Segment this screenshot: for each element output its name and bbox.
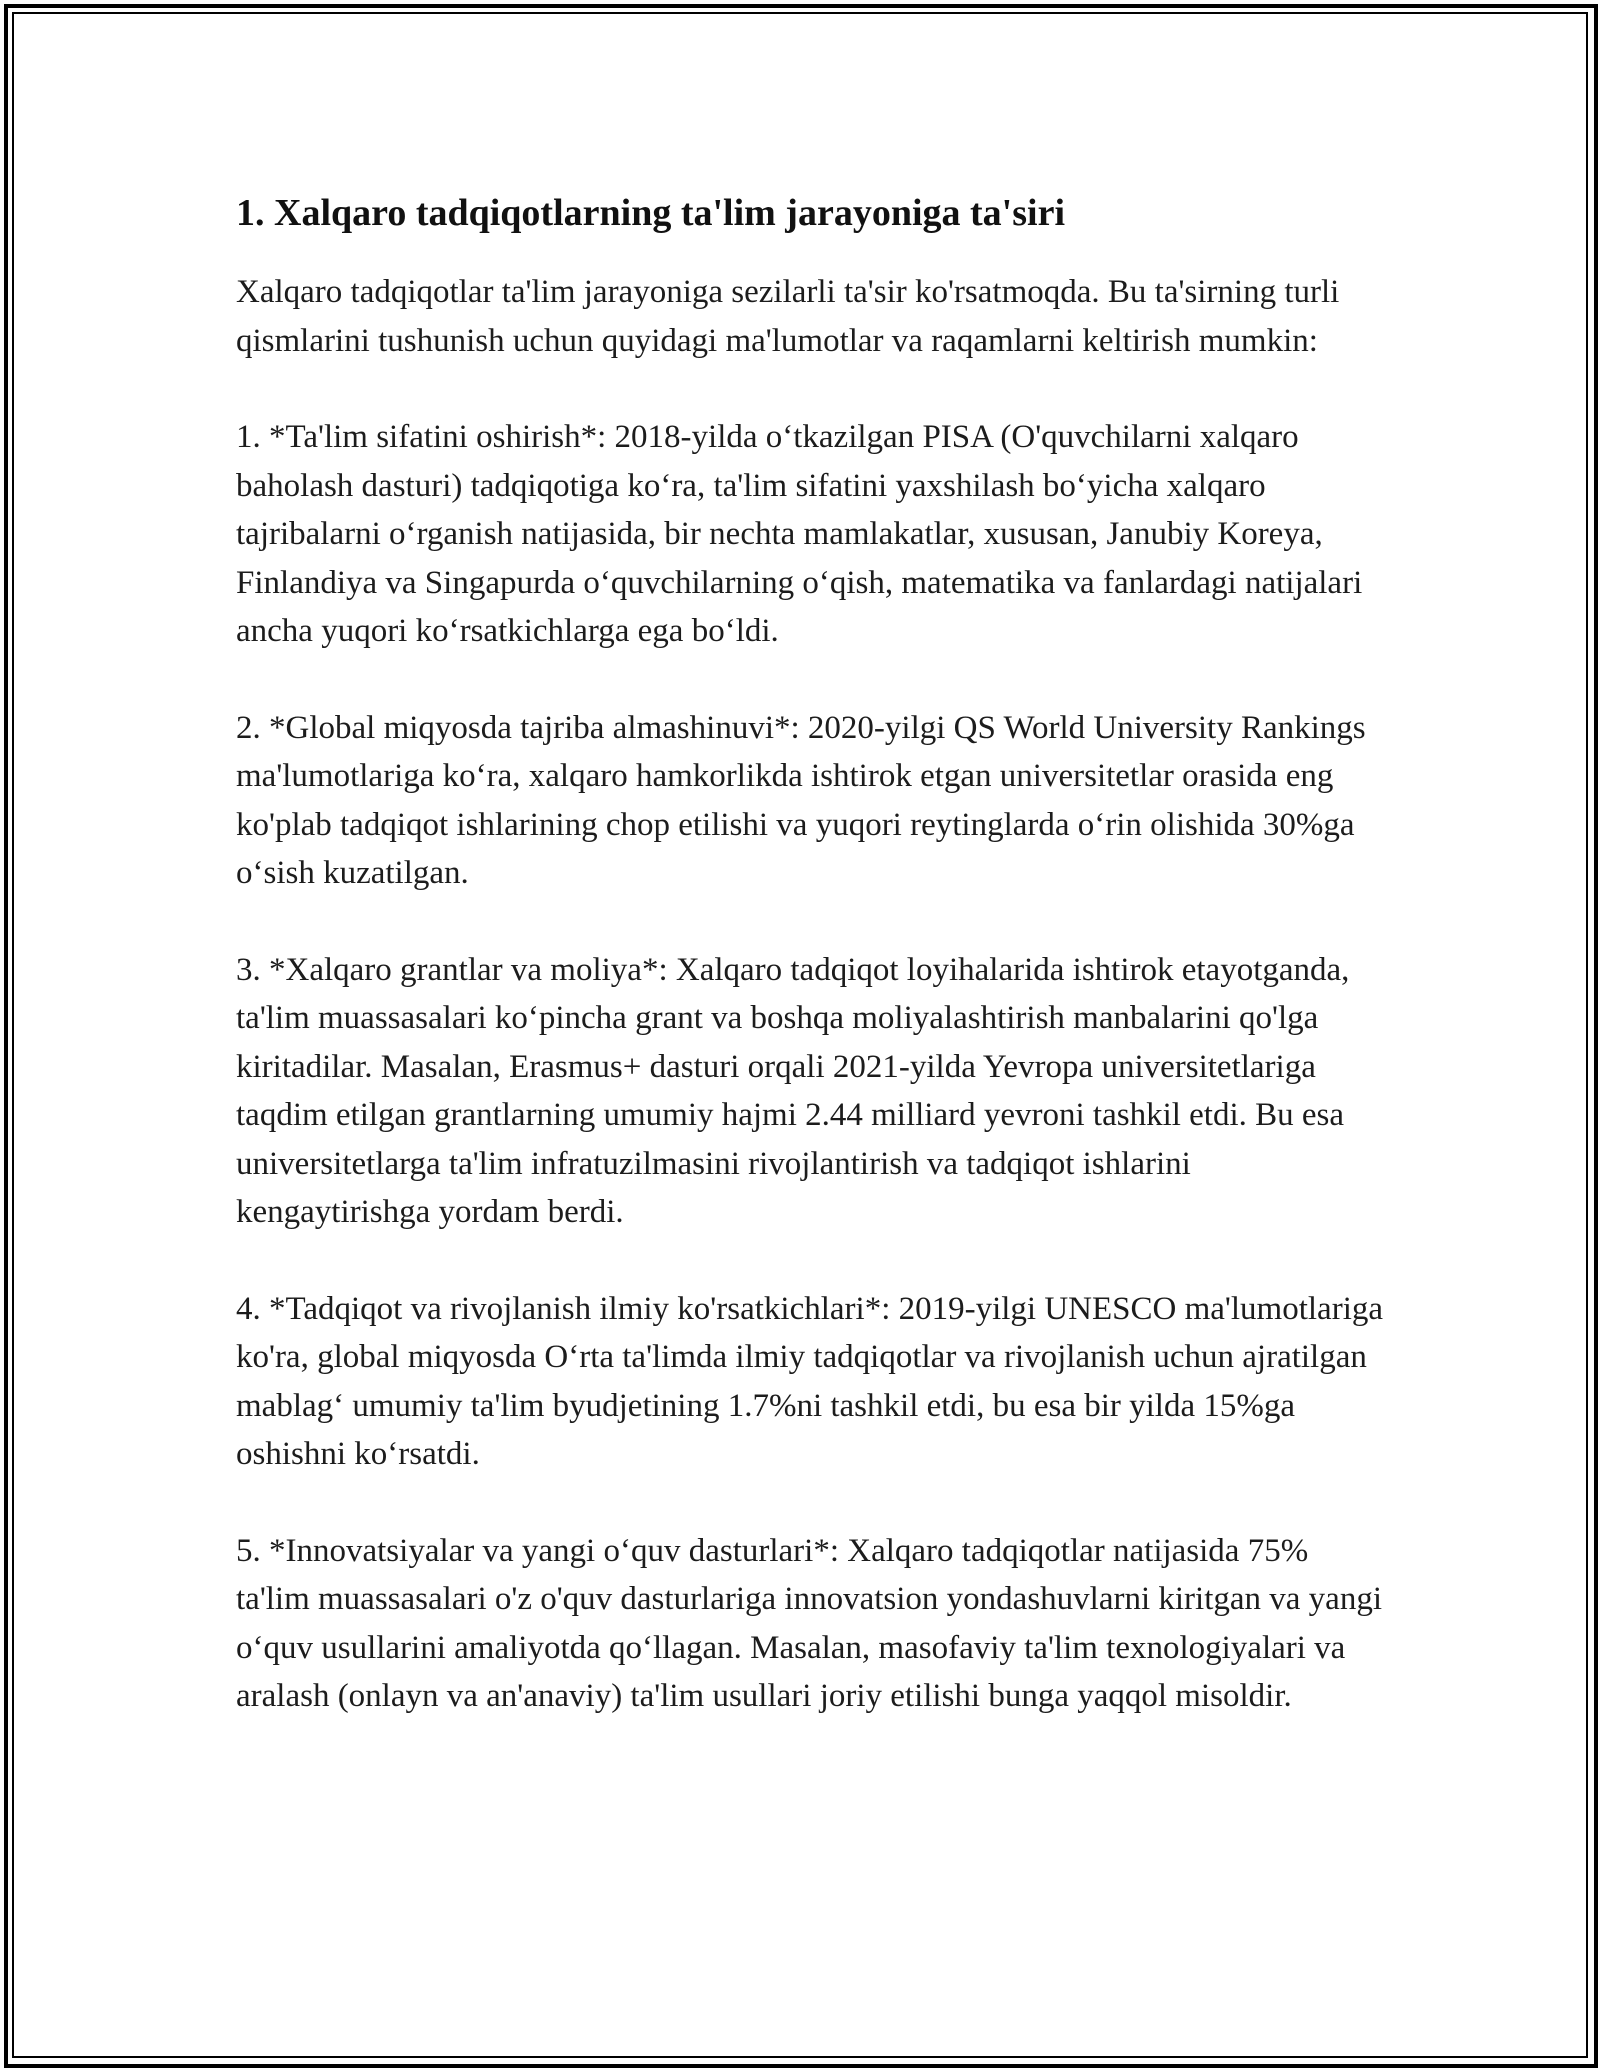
list-item-4: 4. *Tadqiqot va rivojlanish ilmiy ko'rsatkichlari*: 2019-yilgi UNESCO ma'lumotlariga ko'ra, global miqyosda O‘rta ta'limda ilmiy tadqiqotlar va rivojlanish uchun ajratilgan mablag‘ umumiy ta'lim byudjetining 1.7%ni tashkil etdi, bu esa bir yilda 15%ga oshishni ko‘rsatdi. — [236, 1290, 1384, 1472]
document-body — [236, 188, 1386, 1769]
list-item-3: 3. *Xalqaro grantlar va moliya*: Xalqaro tadqiqot loyihalarida ishtirok etayotganda, ta'lim muassasalari ko‘pincha grant va boshqa moliyalashtirish manbalarini qo'lga kiritadilar. Masalan, Erasmus+ dasturi orqali 2021-yilda Yevropa universitetlariga taqdim etilgan grantlarning umumiy hajmi 2.44 milliard yevroni tashkil etdi. Bu esa universitetlarga ta'lim infratuzilmasini rivojlantirish va tadqiqot ishlarini kengaytirishga yordam berdi. — [236, 951, 1350, 1230]
list-item-5: 5. *Innovatsiyalar va yangi o‘quv dasturlari*: Xalqaro tadqiqotlar natijasida 75% ta'lim muassasalari o'z o'quv dasturlariga innovatsion yondashuvlarni kiritgan va yangi o‘quv usullarini amaliyotda qo‘llagan. Masalan, masofaviy ta'lim texnologiyalari va aralash (onlayn va an'anaviy) ta'lim usullari joriy etilishi bunga yaqqol misoldir. — [236, 1532, 1382, 1714]
list-item-1: 1. *Ta'lim sifatini oshirish*: 2018-yilda o‘tkazilgan PISA (O'quvchilarni xalqaro baholash dasturi) tadqiqotiga ko‘ra, ta'lim sifatini yaxshilash bo‘yicha xalqaro tajribalarni o‘rganish natijasida, bir nechta mamlakatlar, xususan, Janubiy Koreya, Finlandiya va Singapurda o‘quvchilarning o‘qish, matematika va fanlardagi natijalari ancha yuqori ko‘rsatkichlarga ega bo‘ldi. — [236, 419, 1363, 649]
intro-paragraph: Xalqaro tadqiqotlar ta'lim jarayoniga sezilarli ta'sir ko'rsatmoqda. Bu ta'sirning turli qismlarini tushunish uchun quyidagi ma'lumotlar va raqamlarni keltirish mumkin: — [236, 274, 1340, 359]
list-item-2: 2. *Global miqyosda tajriba almashinuvi*: 2020-yilgi QS World University Rankings ma'lumotlariga ko‘ra, xalqaro hamkorlikda ishtirok etgan universitetlar orasida eng ko'plab tadqiqot ishlarining chop etilishi va yuqori reytinglarda o‘rin olishida 30%ga o‘sish kuzatilgan. — [236, 709, 1366, 891]
section-heading: 1. Xalqaro tadqiqotlarning ta'lim jarayoniga ta'siri — [236, 192, 1066, 234]
